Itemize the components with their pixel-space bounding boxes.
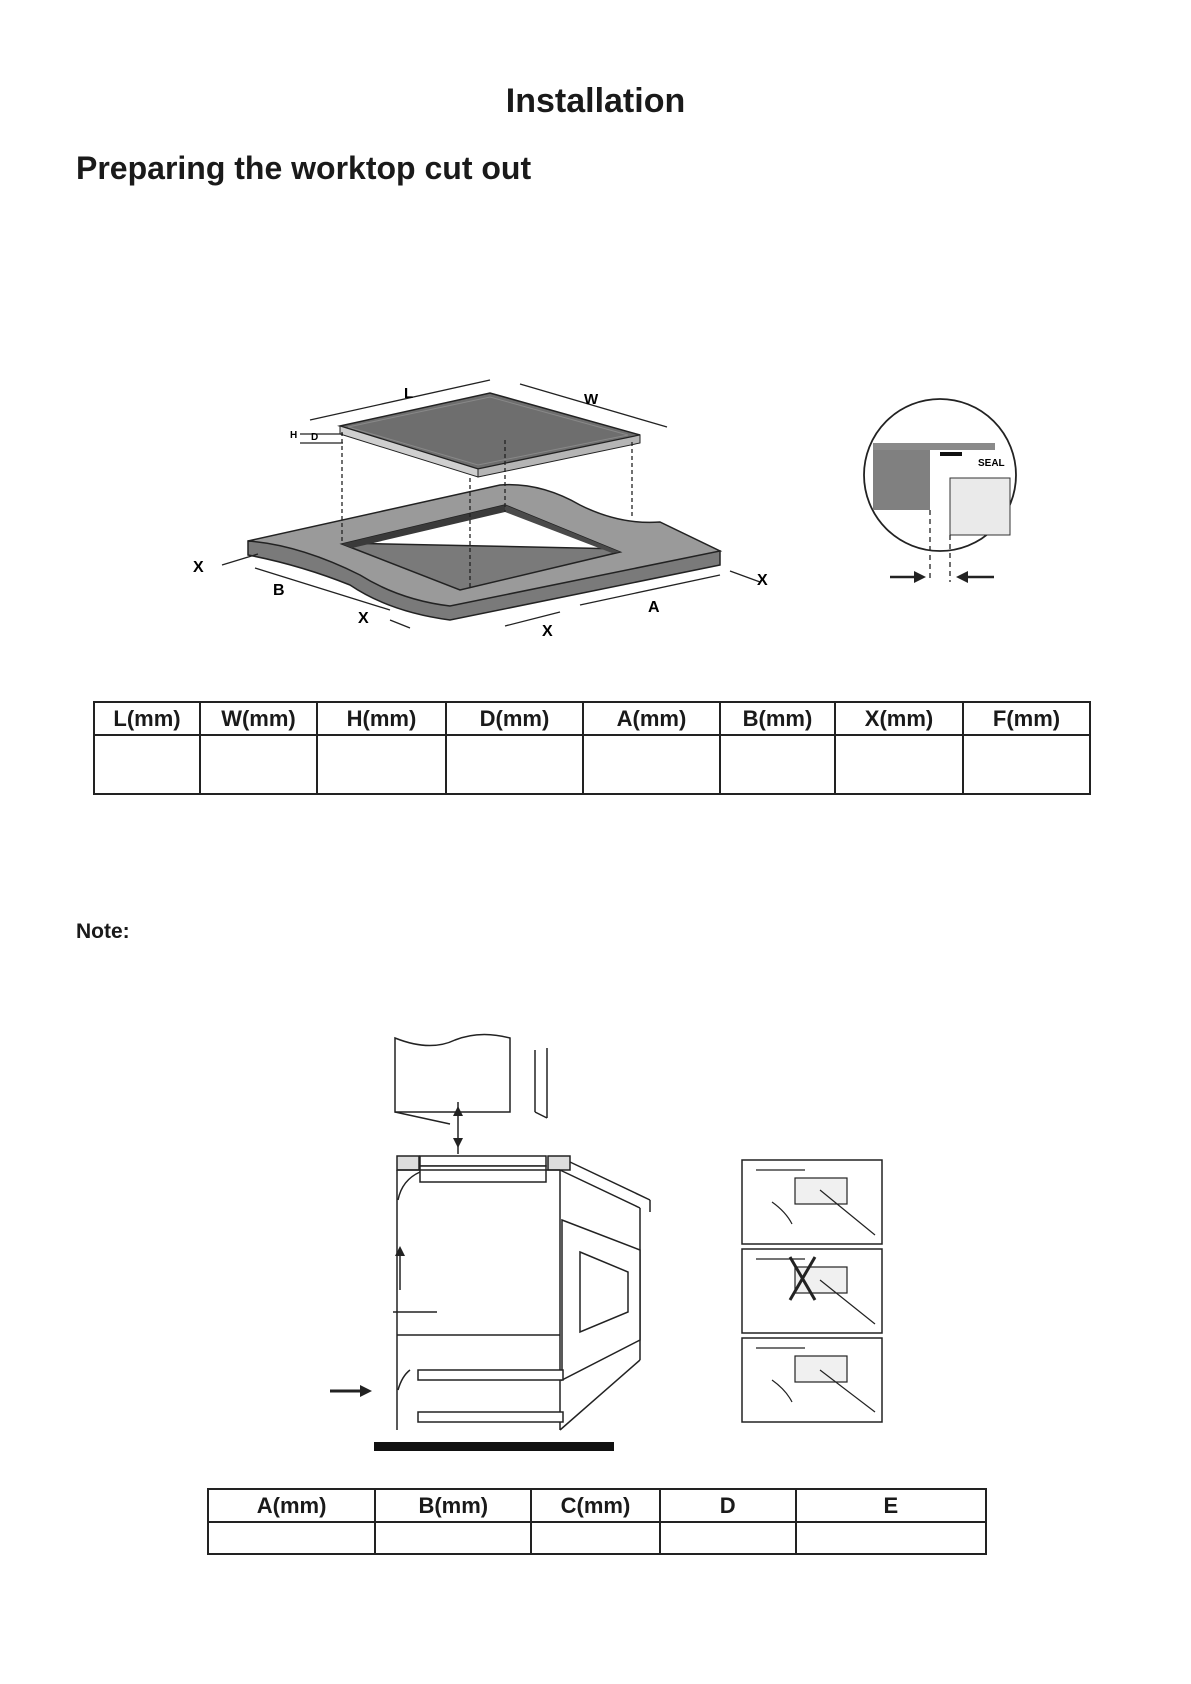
cell-b — [720, 735, 835, 794]
cell-a — [583, 735, 720, 794]
header-e: E — [796, 1489, 986, 1522]
header-l: L(mm) — [94, 702, 200, 735]
ventilation-clearance-diagram — [0, 1020, 1191, 1480]
cell-b — [375, 1522, 531, 1554]
header-a: A(mm) — [583, 702, 720, 735]
header-w: W(mm) — [200, 702, 317, 735]
header-b: B(mm) — [375, 1489, 531, 1522]
cell-l — [94, 735, 200, 794]
header-d: D — [660, 1489, 796, 1522]
cell-h — [317, 735, 446, 794]
worktop-cutout-diagram — [0, 0, 1191, 700]
cell-f — [963, 735, 1090, 794]
dim-label-l: L — [404, 385, 414, 402]
header-b: B(mm) — [720, 702, 835, 735]
clearance-dimensions-table — [207, 1488, 987, 1555]
dim-label-a: A — [648, 599, 660, 616]
table-row — [94, 735, 1090, 794]
dim-label-h: H — [290, 430, 298, 441]
dim-label-x-right: X — [757, 572, 768, 589]
dim-label-x-bottom: X — [358, 610, 369, 627]
dim-label-w: W — [584, 391, 599, 408]
cell-d — [660, 1522, 796, 1554]
cell-c — [531, 1522, 659, 1554]
cell-a — [208, 1522, 375, 1554]
header-h: H(mm) — [317, 702, 446, 735]
header-c: C(mm) — [531, 1489, 659, 1522]
cell-e — [796, 1522, 986, 1554]
dim-label-d: D — [311, 432, 319, 443]
seal-label: SEAL — [978, 458, 1005, 469]
section-title: Preparing the worktop cut out — [76, 150, 532, 186]
dim-label-x-front: X — [542, 623, 553, 640]
header-a: A(mm) — [208, 1489, 375, 1522]
note-label: Note: — [76, 920, 130, 943]
cell-d — [446, 735, 583, 794]
dim-label-x-left: X — [193, 559, 204, 576]
cell-w — [200, 735, 317, 794]
cutout-dimensions-table — [93, 701, 1091, 795]
header-f: F(mm) — [963, 702, 1090, 735]
page-title: Installation — [505, 82, 686, 120]
header-d: D(mm) — [446, 702, 583, 735]
header-x: X(mm) — [835, 702, 963, 735]
table-row — [208, 1522, 986, 1554]
dim-label-b: B — [273, 582, 285, 599]
cell-x — [835, 735, 963, 794]
